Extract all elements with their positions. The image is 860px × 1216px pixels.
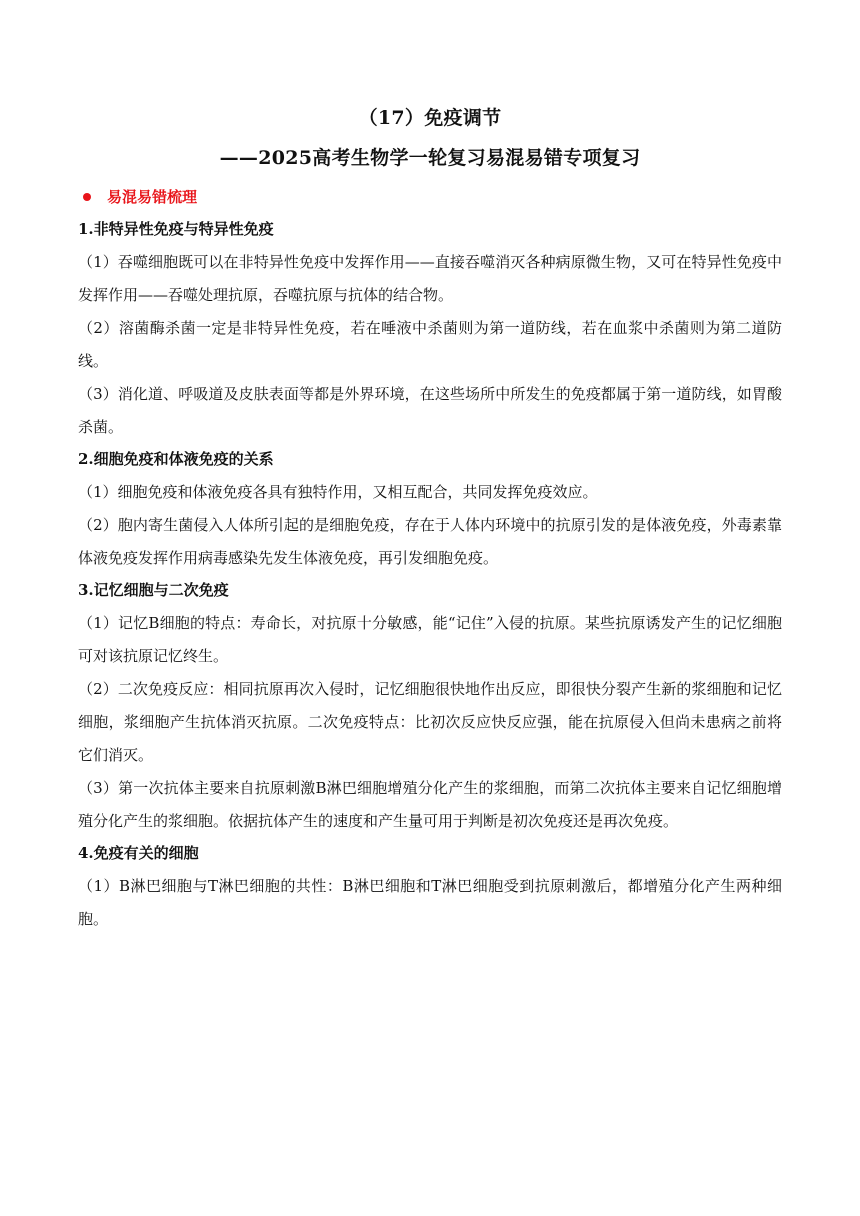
document-subtitle: ——2025高考生物学一轮复习易混易错专项复习 bbox=[219, 147, 641, 169]
section-heading: 2.细胞免疫和体液免疫的关系 bbox=[78, 450, 274, 468]
bullet-heading-label: 易混易错梳理 bbox=[107, 188, 198, 206]
paragraph: （1）B淋巴细胞与T淋巴细胞的共性：B淋巴细胞和T淋巴细胞受到抗原刺激后，都增殖分化产生两种细胞。 bbox=[78, 877, 782, 928]
section-4 bbox=[78, 842, 782, 936]
paragraph: （1）细胞免疫和体液免疫各具有独特作用，又相互配合，共同发挥免疫效应。 bbox=[78, 483, 598, 501]
red-bullet-icon bbox=[83, 193, 91, 201]
section-3 bbox=[78, 579, 782, 838]
section-heading: 4.免疫有关的细胞 bbox=[78, 844, 199, 862]
section-2 bbox=[78, 448, 782, 575]
section-heading: 1.非特异性免疫与特异性免疫 bbox=[78, 220, 274, 238]
paragraph: （1）记忆B细胞的特点：寿命长，对抗原十分敏感，能“记住”入侵的抗原。某些抗原诱发产生的记忆细胞可对该抗原记忆终生。 bbox=[78, 614, 782, 665]
paragraph: （3）消化道、呼吸道及皮肤表面等都是外界环境，在这些场所中所发生的免疫都属于第一道防线，如胃酸杀菌。 bbox=[78, 385, 782, 436]
document-page bbox=[78, 104, 782, 940]
document-title: （17）免疫调节 bbox=[358, 107, 502, 129]
paragraph: （2）溶菌酶杀菌一定是非特异性免疫，若在唾液中杀菌则为第一道防线，若在血浆中杀菌则为第二道防线。 bbox=[78, 319, 782, 370]
bullet-heading bbox=[78, 186, 782, 208]
section-1 bbox=[78, 218, 782, 444]
paragraph: （2）二次免疫反应：相同抗原再次入侵时，记忆细胞很快地作出反应，即很快分裂产生新的浆细胞和记忆细胞，浆细胞产生抗体消灭抗原。二次免疫特点：比初次反应快反应强，能在抗原侵入但尚未患病之前将它们消灭。 bbox=[78, 680, 782, 764]
paragraph: （2）胞内寄生菌侵入人体所引起的是细胞免疫，存在于人体内环境中的抗原引发的是体液免疫，外毒素靠体液免疫发挥作用病毒感染先发生体液免疫，再引发细胞免疫。 bbox=[78, 516, 782, 567]
section-heading: 3.记忆细胞与二次免疫 bbox=[78, 581, 229, 599]
paragraph: （3）第一次抗体主要来自抗原刺激B淋巴细胞增殖分化产生的浆细胞，而第二次抗体主要来自记忆细胞增殖分化产生的浆细胞。依据抗体产生的速度和产生量可用于判断是初次免疫还是再次免疫。 bbox=[78, 779, 782, 830]
paragraph: （1）吞噬细胞既可以在非特异性免疫中发挥作用——直接吞噬消灭各种病原微生物，又可在特异性免疫中发挥作用——吞噬处理抗原，吞噬抗原与抗体的结合物。 bbox=[78, 253, 782, 304]
